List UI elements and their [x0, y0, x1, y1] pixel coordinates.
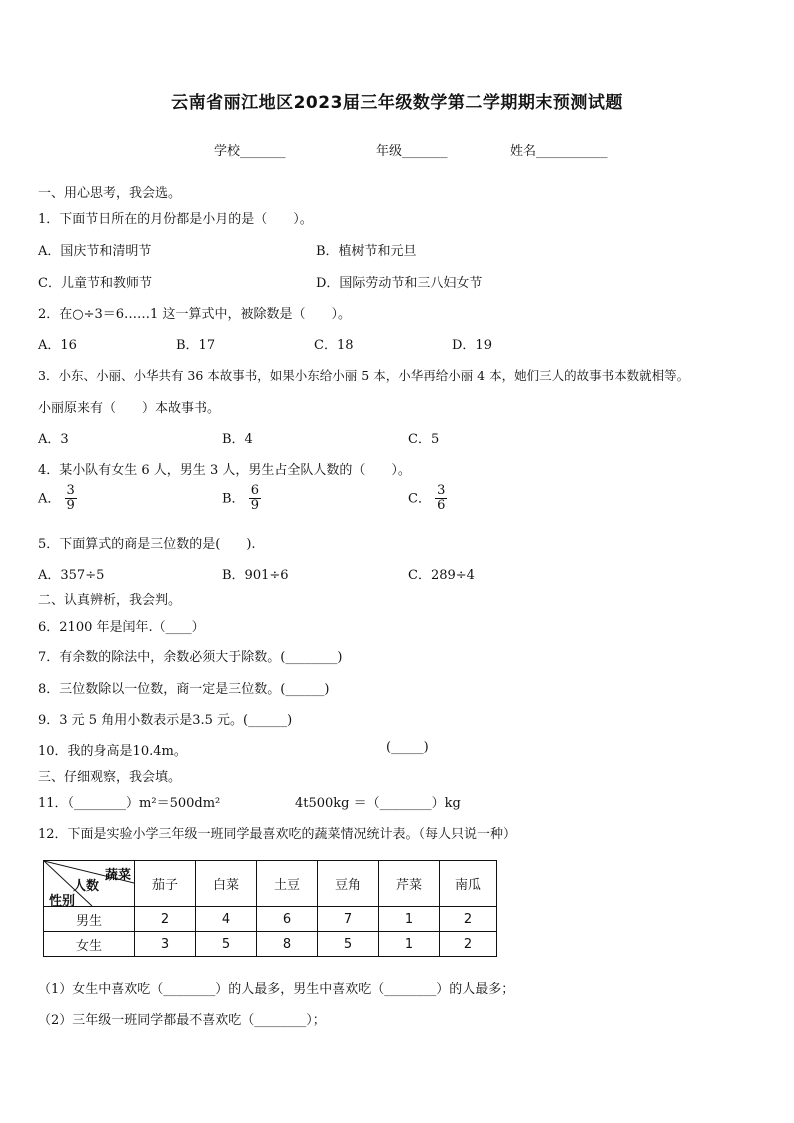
question-9[interactable]: 9．3 元 5 角用小数表示是3.5 元。(______) [38, 713, 293, 728]
fraction-denominator: 9 [250, 498, 259, 514]
q5-option-a[interactable]: A．357÷5 [38, 568, 105, 583]
q1-option-d[interactable]: D．国际劳动节和三八妇女节 [316, 276, 483, 291]
question-5: 5．下面算式的商是三位数的是( ). [38, 537, 256, 552]
column-header: 茄子 [135, 861, 196, 907]
section-1-heading: 一、用心思考，我会选。 [38, 186, 182, 201]
table-cell: 8 [257, 932, 318, 957]
table-row [44, 932, 497, 957]
fraction-numerator: 3 [66, 483, 75, 498]
q4-option-b[interactable] [222, 484, 261, 514]
table-cell: 7 [318, 907, 379, 932]
fraction-numerator: 3 [437, 483, 446, 498]
school-field[interactable]: 学校_______ [214, 144, 286, 159]
table-cell: 2 [135, 907, 196, 932]
table-cell: 5 [318, 932, 379, 957]
question-2: 2．在○÷3＝6……1 这一算式中，被除数是（ ）。 [38, 307, 351, 322]
grade-field[interactable]: 年级_______ [376, 144, 448, 159]
row-label: 男生 [44, 907, 135, 932]
q4-option-a[interactable] [38, 484, 77, 514]
column-header: 白菜 [196, 861, 257, 907]
column-header: 豆角 [318, 861, 379, 907]
table-corner-cell [44, 861, 135, 907]
page-title: 云南省丽江地区2023届三年级数学第二学期期末预测试题 [171, 93, 623, 113]
corner-label-gender: 性别 [49, 894, 76, 909]
fraction-numerator: 6 [250, 483, 259, 498]
table-row [44, 907, 497, 932]
question-11-part-2[interactable]: 4t500kg ＝（________）kg [295, 796, 461, 811]
question-6[interactable]: 6．2100 年是闰年.（____） [38, 620, 205, 635]
q3-option-a[interactable]: A．3 [38, 432, 69, 447]
q4-option-c[interactable] [408, 484, 447, 514]
q1-option-a[interactable]: A．国庆节和清明节 [38, 244, 152, 259]
q4-option-b-fraction [249, 484, 261, 514]
q1-option-c[interactable]: C．儿童节和教师节 [38, 276, 152, 291]
table-cell: 1 [379, 932, 440, 957]
fraction-denominator: 9 [66, 498, 75, 514]
section-2-heading: 二、认真辨析，我会判。 [38, 593, 182, 608]
column-header: 芹菜 [379, 861, 440, 907]
question-12: 12．下面是实验小学三年级一班同学最喜欢吃的蔬菜情况统计表。（每人只说一种） [38, 827, 517, 842]
question-8[interactable]: 8．三位数除以一位数，商一定是三位数。(______) [38, 682, 330, 697]
table-cell: 1 [379, 907, 440, 932]
q2-option-d[interactable]: D．19 [452, 338, 492, 353]
table-cell: 4 [196, 907, 257, 932]
q5-option-b[interactable]: B．901÷6 [222, 568, 289, 583]
q4-option-b-label: B． [222, 491, 245, 507]
question-4: 4．某小队有女生 6 人，男生 3 人，男生占全队人数的（ ）。 [38, 463, 411, 478]
question-3-continued: 小丽原来有（ ）本故事书。 [38, 401, 221, 416]
q4-option-a-label: A． [38, 491, 61, 507]
section-3-heading: 三、仔细观察，我会填。 [38, 770, 182, 785]
q1-option-b[interactable]: B．植树节和元旦 [316, 244, 417, 259]
question-11-part-1[interactable]: 11．（________）m²＝500dm² [38, 796, 221, 811]
corner-label-vegetable: 蔬菜 [104, 868, 131, 883]
table-cell: 5 [196, 932, 257, 957]
q2-option-a[interactable]: A．16 [38, 338, 77, 353]
row-label: 女生 [44, 932, 135, 957]
table-cell: 6 [257, 907, 318, 932]
question-10: 10．我的身高是10.4m。 [38, 744, 187, 759]
q3-option-c[interactable]: C．5 [408, 432, 440, 447]
q2-option-c[interactable]: C．18 [314, 338, 354, 353]
q4-option-a-fraction [65, 484, 77, 514]
q4-option-c-label: C． [408, 491, 431, 507]
name-field[interactable]: 姓名___________ [510, 144, 608, 159]
q3-option-b[interactable]: B．4 [222, 432, 253, 447]
question-1: 1．下面节日所在的月份都是小月的是（ ）。 [38, 212, 313, 227]
q4-option-c-fraction [435, 484, 447, 514]
q2-option-b[interactable]: B．17 [176, 338, 216, 353]
column-header: 土豆 [257, 861, 318, 907]
question-12-sub-2[interactable]: （2）三年级一班同学都最不喜欢吃（________）； [38, 1013, 326, 1028]
question-12-sub-1[interactable]: （1）女生中喜欢吃（________）的人最多，男生中喜欢吃（________）的人最多； [38, 982, 515, 997]
table-cell: 2 [440, 907, 497, 932]
question-7[interactable]: 7．有余数的除法中，余数必须大于除数。(________) [38, 650, 343, 665]
table-header-row [44, 861, 497, 907]
q5-option-c[interactable]: C．289÷4 [408, 568, 475, 583]
table-cell: 2 [440, 932, 497, 957]
corner-label-count: 人数 [73, 879, 100, 894]
question-3: 3．小东、小丽、小华共有 36 本故事书，如果小东给小丽 5 本，小华再给小丽 4 本，她们三人的故事书本数就相等。 [38, 368, 690, 383]
question-10-blank[interactable]: (_____) [386, 740, 429, 755]
column-header: 南瓜 [440, 861, 497, 907]
fraction-denominator: 6 [437, 498, 446, 514]
table-cell: 3 [135, 932, 196, 957]
vegetable-stats-table [43, 860, 497, 957]
